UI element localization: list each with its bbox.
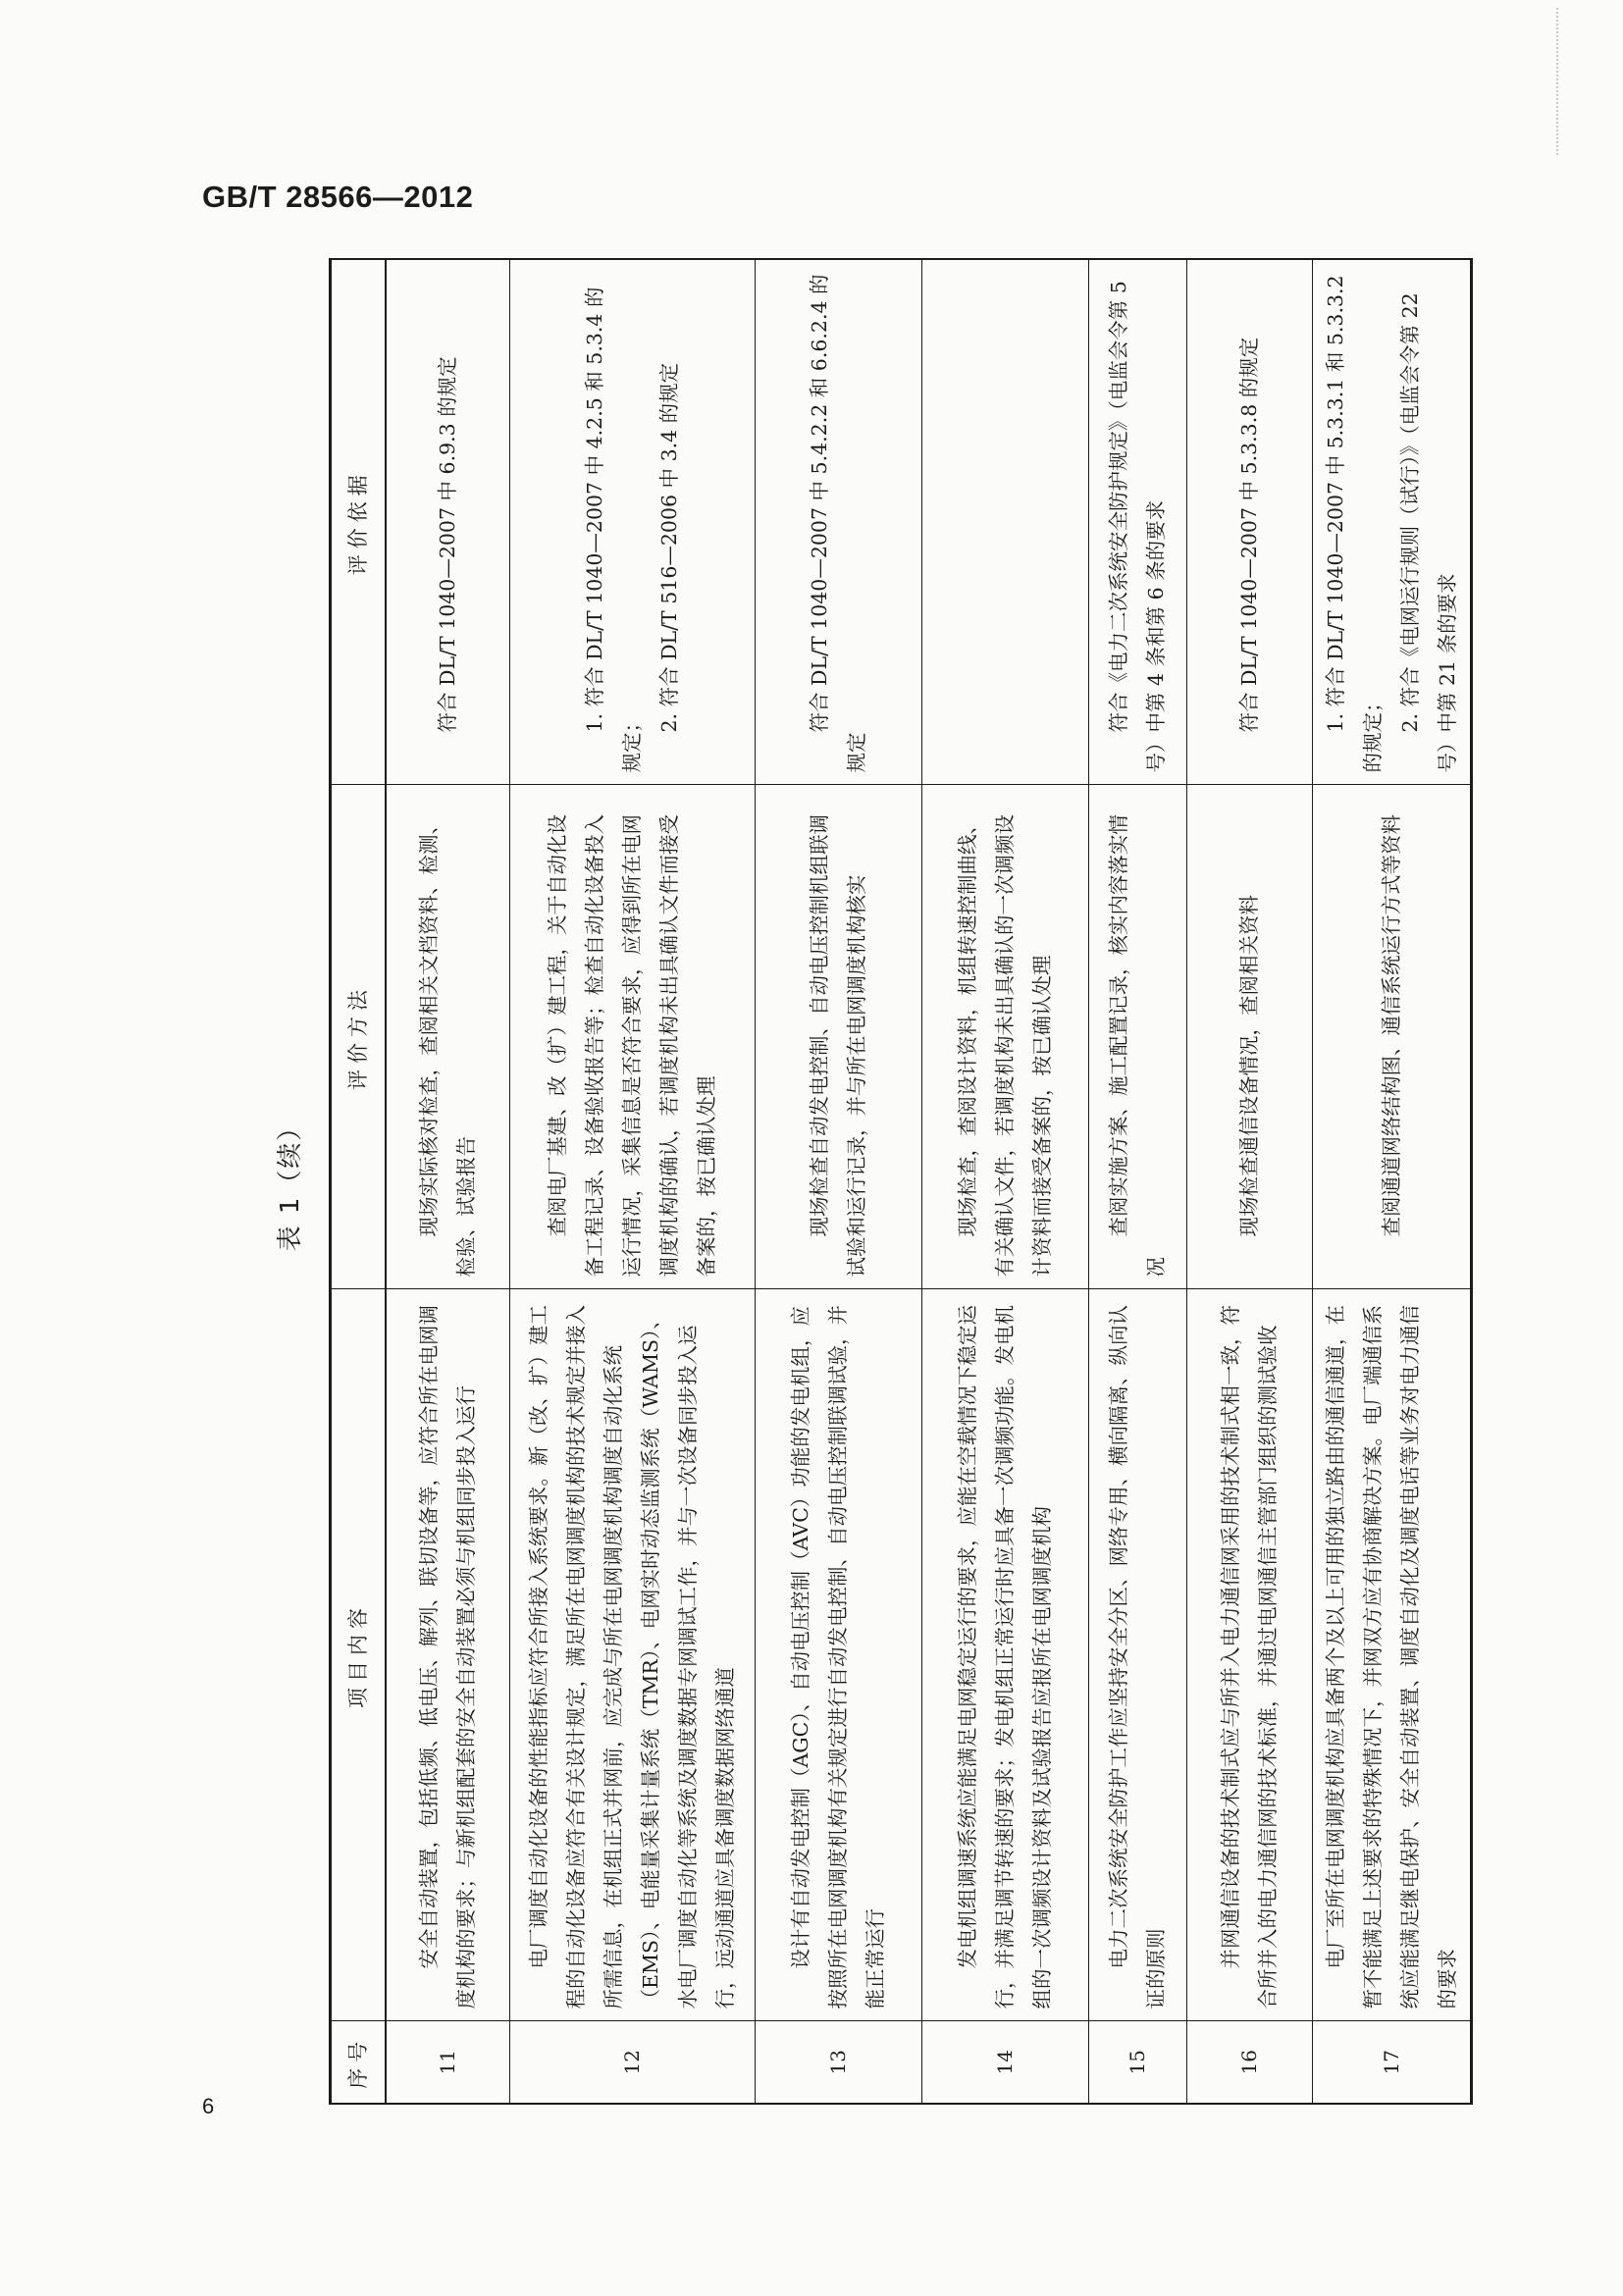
- row-item: 电厂至所在电网调度机构应具备两个及以上可用的独立路由的通信通道，在暂不能满足上述要求的特殊情况下，并网双方应有协商解决方案。电厂端通信系统应能满足继电保护、安全自动装置、调度自动化及调度电话等业务对电力通信的要求: [1312, 1289, 1471, 2021]
- basis-line: 1. 符合 DL/T 1040—2007 中 4.2.5 和 5.3.4 的规定；: [583, 287, 644, 773]
- row-seq: 14: [921, 2021, 1088, 2104]
- row-method: 查阅通道网络结构图、通信系统运行方式等资料: [1312, 785, 1471, 1289]
- table-row: [755, 259, 921, 2104]
- basis-line: 符合 DL/T 1040—2007 中 5.3.3.8 的规定: [1237, 337, 1261, 733]
- row-seq: 12: [509, 2021, 755, 2104]
- table-row: [1312, 259, 1471, 2104]
- row-method: 现场检查自动发电控制、自动电压控制机组联调试验和运行记录，并与所在电网调度机构核实: [755, 785, 921, 1289]
- rotated-table-page: [270, 260, 1459, 2105]
- table-row: [1088, 259, 1186, 2104]
- table-row: [509, 259, 755, 2104]
- row-item: 安全自动装置，包括低频、低电压、解列、联切设备等，应符合所在电网调度机构的要求；与新机组配套的安全自动装置必须与机组同步投入运行: [386, 1289, 509, 2021]
- table-row: [386, 259, 509, 2104]
- basis-line: 符合 DL/T 1040—2007 中 6.9.3 的规定: [436, 356, 460, 733]
- row-basis: [386, 259, 509, 785]
- row-item: 电厂调度自动化设备的性能指标应符合所接入系统要求。新（改、扩）建工程的自动化设备应符合有关设计规定，满足所在电网调度机构的技术规定并接入所需信息，在机组正式并网前，应完成与所在电网调度机构调度自动化系统（EMS）、电能量采集计量系统（TMR）、电网实时动态监测系统（WAMS）、水电厂调度自动化等系统及调度数据专网调试工作，并与一次设备同步投入运行，远动通道应具备调度数据网络通道: [509, 1289, 755, 2021]
- row-seq: 13: [755, 2021, 921, 2104]
- table-row: [921, 259, 1088, 2104]
- header-item: 项目内容: [331, 1289, 387, 2021]
- row-seq: 15: [1088, 2021, 1186, 2104]
- row-method: 查阅电厂基建、改（扩）建工程，关于自动化设备工程记录、设备验收报告等；检查自动化设备投入运行情况，采集信息是否符合要求，应得到所在电网调度机构的确认，若调度机构未出具确认文件而接受备案的，按已确认处理: [509, 785, 755, 1289]
- row-item: 发电机组调速系统应能满足电网稳定运行的要求，应能在空载情况下稳定运行，并满足调节转速的要求；发电机组正常运行时应具备一次调频功能。发电机组的一次调频设计资料及试验报告应报所在电网调度机构: [921, 1289, 1088, 2021]
- basis-line: 2. 符合《电网运行规则（试行）》（电监会令第 22 号）中第 21 条的要求: [1397, 292, 1459, 773]
- scan-edge-mark: [1556, 8, 1560, 155]
- row-item: 设计有自动发电控制（AGC）、自动电压控制（AVC）功能的发电机组，应按照所在电网调度机构有关规定进行自动发电控制、自动电压控制联调试验，并能正常运行: [755, 1289, 921, 2021]
- basis-line: 符合《电力二次系统安全防护规定》（电监会令第 5 号）中第 4 条和第 6 条的要求: [1107, 281, 1168, 773]
- row-seq: 17: [1312, 2021, 1471, 2104]
- row-basis: [509, 259, 755, 785]
- row-method: 查阅实施方案、施工配置记录，核实内容落实情况: [1088, 785, 1186, 1289]
- row-method: 现场检查通信设备情况，查阅相关资料: [1186, 785, 1312, 1289]
- table-caption: 表 1（续）: [276, 1113, 305, 1252]
- row-method: 现场检查，查阅设计资料，机组转速控制曲线、有关确认文件，若调度机构未出具确认的一次调频设计资料而接受备案的，按已确认处理: [921, 785, 1088, 1289]
- row-basis: [755, 259, 921, 785]
- evaluation-table: [329, 258, 1473, 2105]
- row-item: 电力二次系统安全防护工作应坚持安全分区、网络专用、横向隔离、纵向认证的原则: [1088, 1289, 1186, 2021]
- table-header-row: [331, 259, 387, 2104]
- basis-line: 符合 DL/T 1040—2007 中 5.4.2.2 和 6.6.2.4 的规定: [808, 274, 868, 773]
- header-seq: 序号: [331, 2021, 387, 2104]
- basis-line: 2. 符合 DL/T 516—2006 中 3.4 的规定: [657, 362, 681, 733]
- row-seq: 11: [386, 2021, 509, 2104]
- row-method: 现场实际核对检查，查阅相关文档资料、检测、检验、试验报告: [386, 785, 509, 1289]
- header-method: 评价方法: [331, 785, 387, 1289]
- page-number: 6: [202, 2094, 215, 2118]
- row-seq: 16: [1186, 2021, 1312, 2104]
- row-basis: [1088, 259, 1186, 785]
- row-basis: [1312, 259, 1471, 785]
- table-row: [1186, 259, 1312, 2104]
- standard-code: GB/T 28566—2012: [202, 180, 474, 214]
- row-item: 并网通信设备的技术制式应与所并入电力通信网采用的技术制式相一致，符合所并入的电力通信网的技术标准，并通过电网通信主管部门组织的测试验收: [1186, 1289, 1312, 2021]
- basis-line: 1. 符合 DL/T 1040—2007 中 5.3.3.1 和 5.3.3.2 的规定；: [1323, 275, 1385, 773]
- row-basis: [1186, 259, 1312, 785]
- header-basis: 评价依据: [331, 259, 387, 785]
- row-basis: [921, 259, 1088, 785]
